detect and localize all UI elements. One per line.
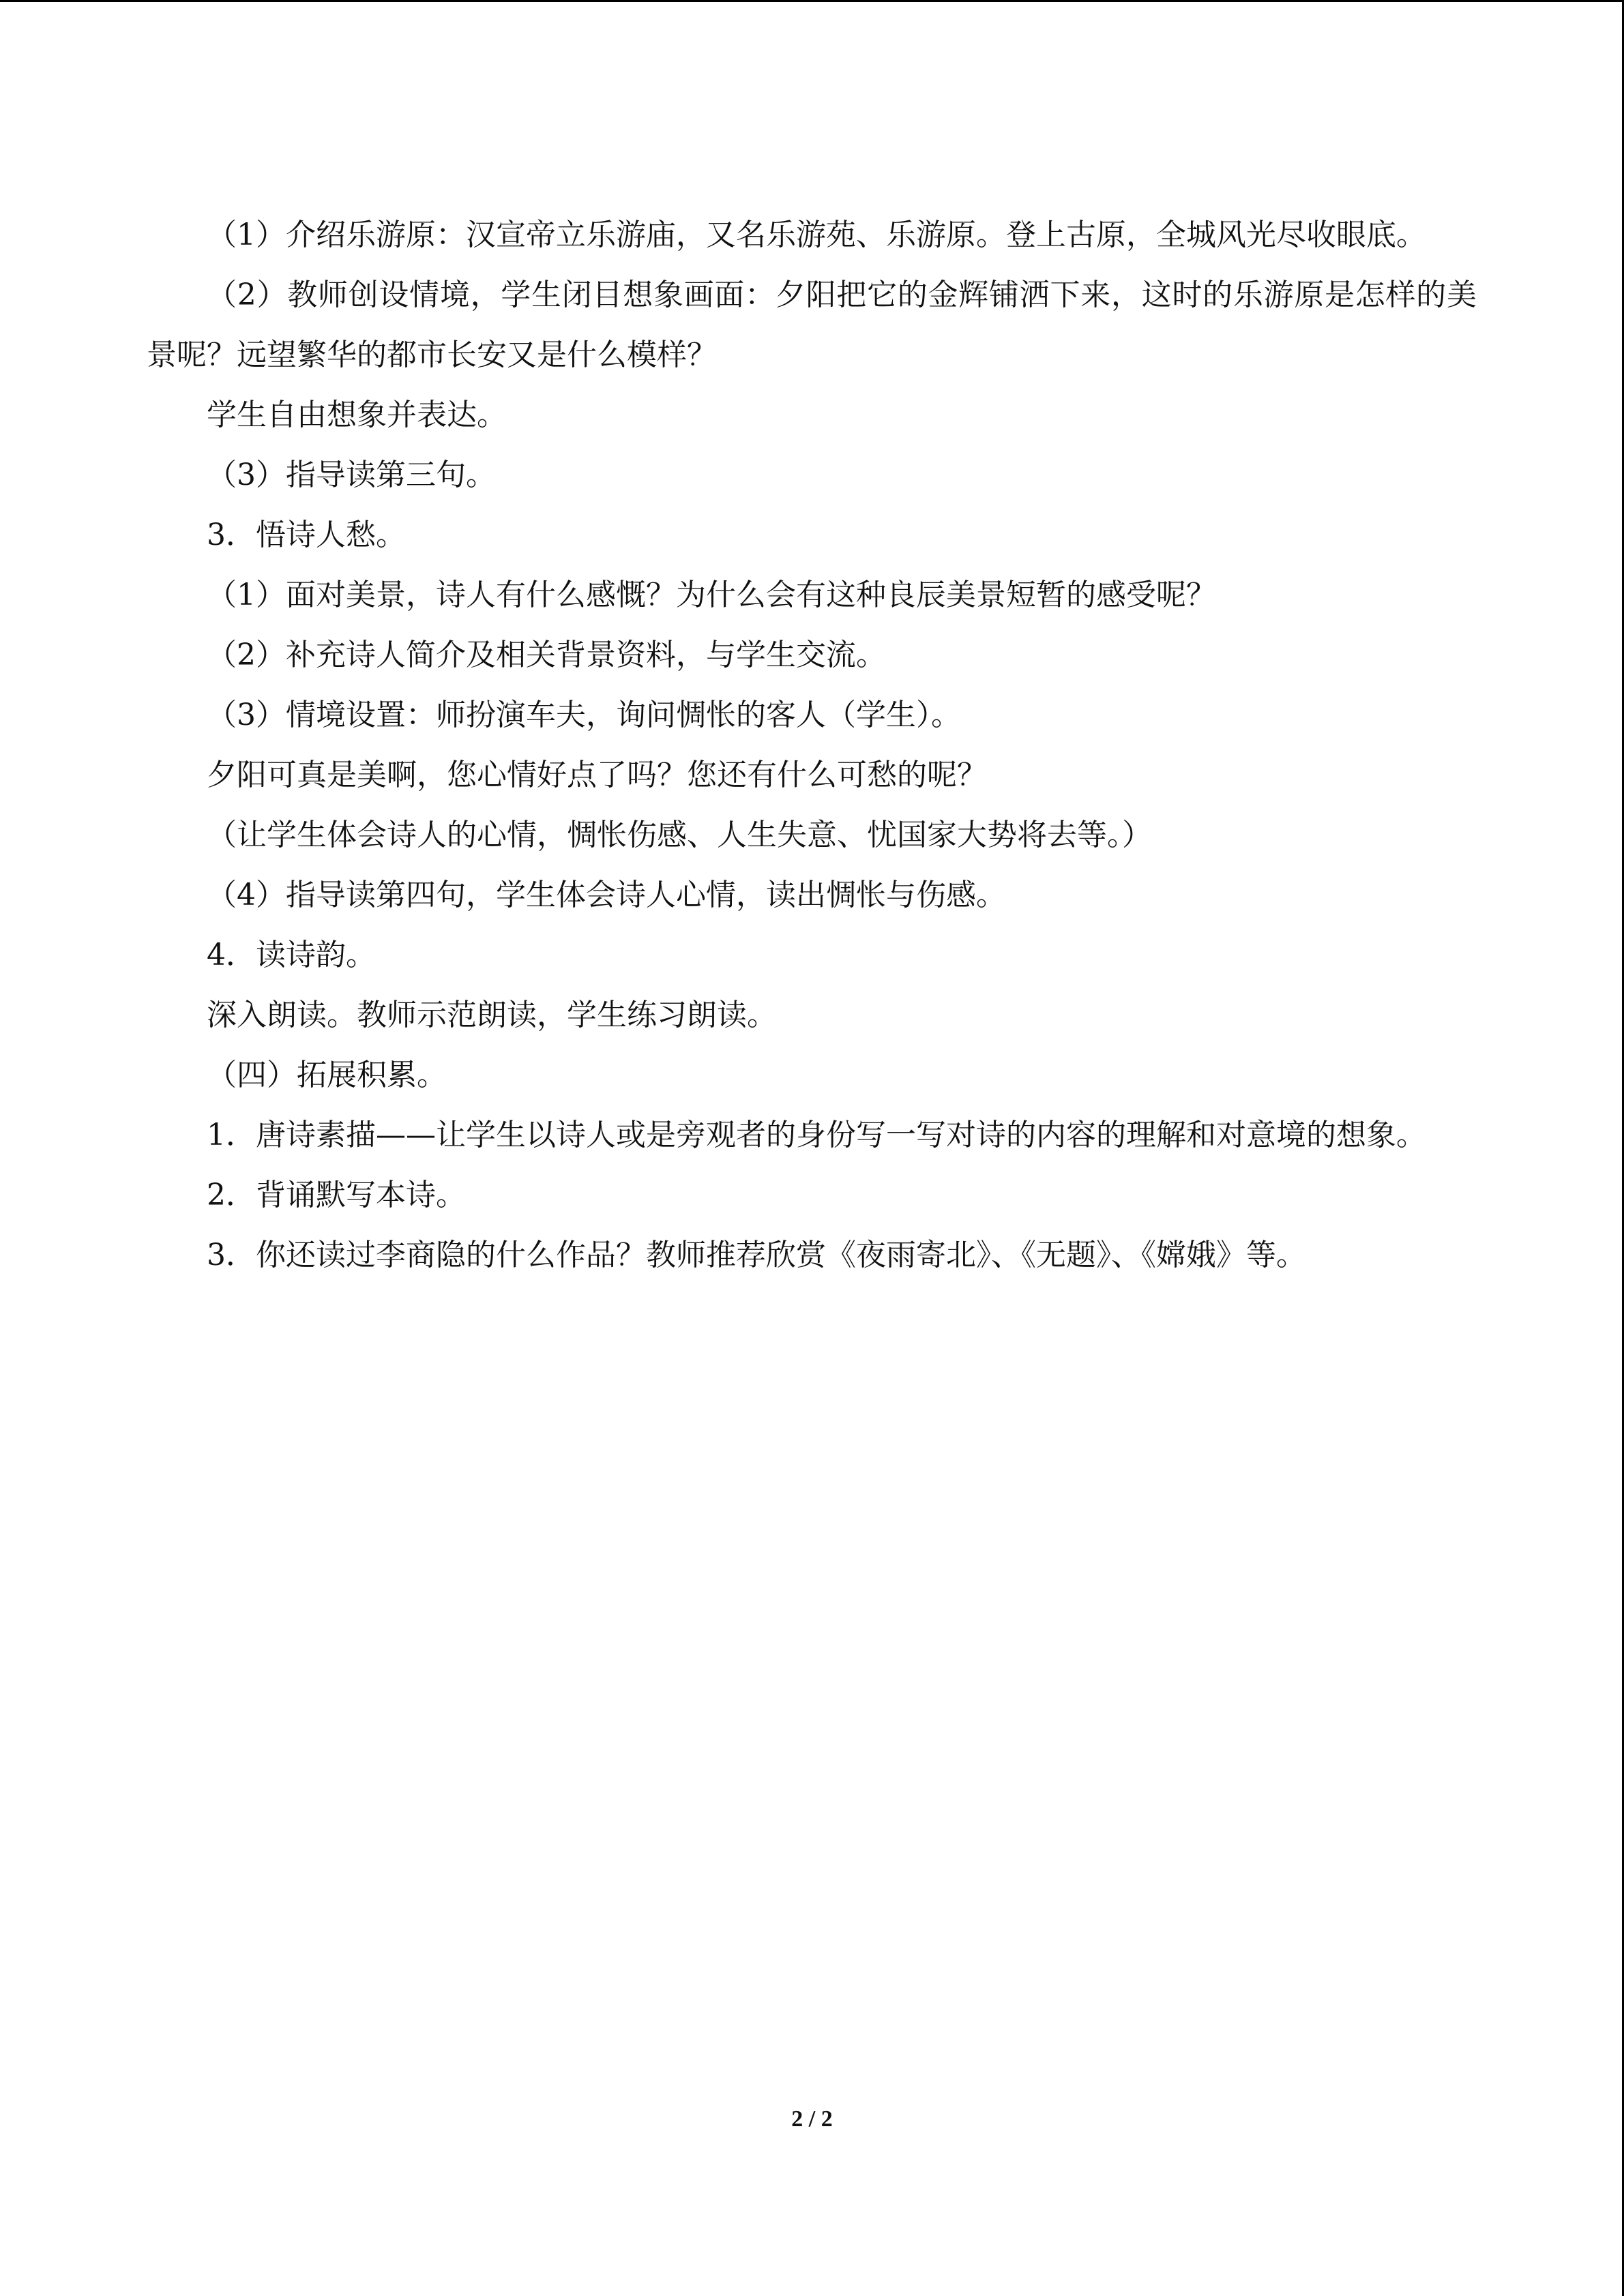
paragraph-read-third-line: （3）指导读第三句。 <box>207 458 496 492</box>
paragraph-section-3-heading: 3．悟诗人愁。 <box>207 518 406 552</box>
paragraph-sunset-dialogue: 夕阳可真是美啊，您心情好点了吗？您还有什么可愁的呢？ <box>207 758 987 792</box>
paragraph-section-4-heading: 4．读诗韵。 <box>207 938 376 972</box>
page-number: 2 / 2 <box>791 2106 833 2132</box>
document-body <box>147 205 1477 1285</box>
paragraph-student-imagine: 学生自由想象并表达。 <box>207 398 507 432</box>
paragraph-recite-write: 2．背诵默写本诗。 <box>207 1178 466 1212</box>
paragraph-teacher-scenario: （2）教师创设情境，学生闭目想象画面：夕阳把它的金辉铺洒下来，这时的乐游原是怎样的美景呢？远望繁华的都市长安又是什么模样？ <box>147 278 1477 372</box>
paragraph-deep-reading: 深入朗读。教师示范朗读，学生练习朗读。 <box>207 998 777 1032</box>
paragraph-background-info: （2）补充诗人简介及相关背景资料，与学生交流。 <box>207 638 886 672</box>
paragraph-role-play: （3）情境设置：师扮演车夫，询问惆怅的客人（学生）。 <box>207 698 961 732</box>
paragraph-poet-feeling: （1）面对美景，诗人有什么感慨？为什么会有这种良辰美景短暂的感受呢？ <box>207 578 1216 612</box>
paragraph-student-experience: （让学生体会诗人的心情，惆怅伤感、人生失意、忧国家大势将去等。） <box>207 818 1152 852</box>
paragraph-other-works: 3．你还读过李商隐的什么作品？教师推荐欣赏《夜雨寄北》、《无题》、《嫦娥》等。 <box>207 1238 1306 1272</box>
paragraph-tang-poem-sketch: 1．唐诗素描——让学生以诗人或是旁观者的身份写一写对诗的内容的理解和对意境的想象。 <box>207 1118 1426 1152</box>
paragraph-extension-heading: （四）拓展积累。 <box>207 1058 447 1092</box>
paragraph-read-fourth-line: （4）指导读第四句，学生体会诗人心情，读出惆怅与伤感。 <box>207 878 1006 912</box>
paragraph-intro-leyouyuan: （1）介绍乐游原：汉宣帝立乐游庙，又名乐游苑、乐游原。登上古原，全城风光尽收眼底。 <box>207 218 1426 252</box>
